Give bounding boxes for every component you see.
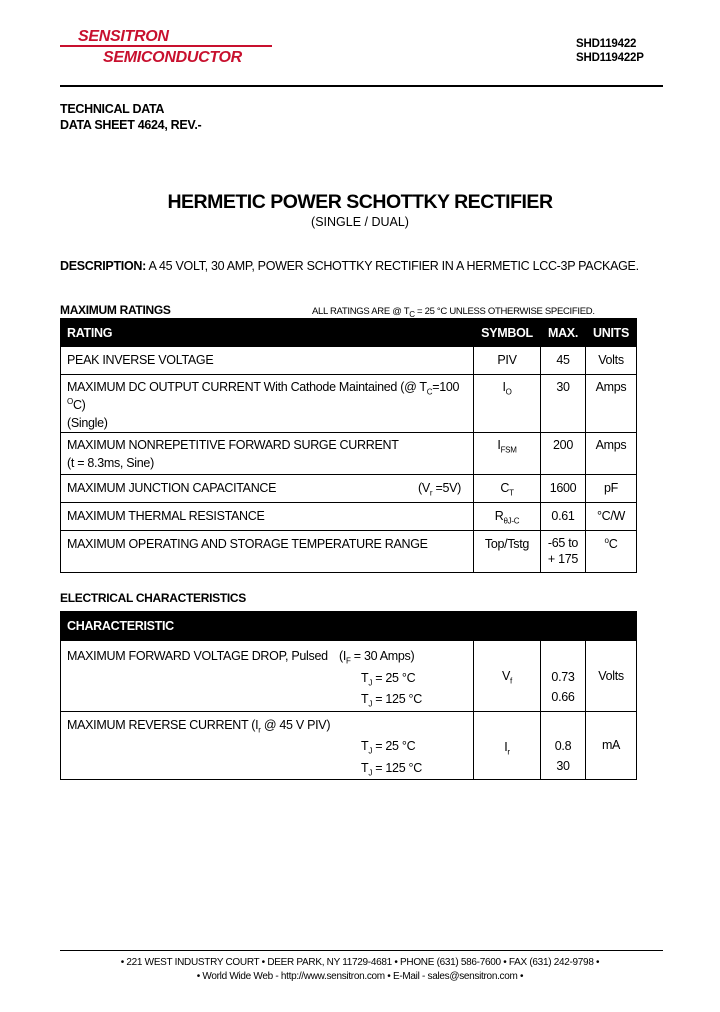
description bbox=[60, 259, 639, 273]
description-text: A 45 VOLT, 30 AMP, POWER SCHOTTKY RECTIFIER IN A HERMETIC LCC-3P PACKAGE. bbox=[146, 259, 639, 273]
logo-semiconductor: SEMICONDUCTOR bbox=[103, 49, 242, 66]
footer-divider bbox=[60, 950, 663, 951]
max-cell: 1600 bbox=[541, 475, 586, 503]
symbol-main: I bbox=[504, 739, 508, 754]
max-cell: 45 bbox=[541, 347, 586, 375]
rating-text: MAXIMUM THERMAL RESISTANCE bbox=[67, 509, 265, 523]
cond-pre: (V bbox=[417, 481, 430, 495]
data-sheet-label: DATA SHEET 4624, REV.- bbox=[60, 118, 202, 132]
symbol-cell bbox=[474, 641, 541, 712]
table-header-row bbox=[61, 319, 637, 347]
temp-pre: T bbox=[361, 739, 369, 753]
symbol-cell bbox=[474, 433, 541, 475]
symbol-main: I bbox=[497, 438, 501, 452]
temp-pre: T bbox=[361, 670, 369, 685]
units-cell: Amps bbox=[586, 433, 637, 475]
symbol-cell bbox=[474, 475, 541, 503]
rating-line2: (Single) bbox=[67, 416, 108, 430]
max-ratings-note bbox=[312, 306, 595, 317]
logo-sensitron: SENSITRON bbox=[78, 28, 169, 45]
label-sub: r bbox=[258, 725, 261, 734]
temp-post: = 25 °C bbox=[372, 739, 416, 753]
symbol-cell bbox=[474, 711, 541, 780]
symbol-cell: PIV bbox=[474, 347, 541, 375]
part-number-2: SHD119422P bbox=[576, 52, 644, 64]
temp-sub: J bbox=[368, 699, 373, 709]
technical-data-label: TECHNICAL DATA bbox=[60, 102, 165, 116]
temp-post: = 125 °C bbox=[372, 760, 422, 775]
symbol-sub: f bbox=[510, 676, 512, 686]
units-cell: Amps bbox=[586, 375, 637, 433]
characteristic-cell bbox=[61, 711, 474, 780]
symbol-sub: r bbox=[507, 747, 510, 756]
note-post: = 25 °C UNLESS OTHERWISE SPECIFIED. bbox=[414, 306, 595, 317]
rating-text: MAXIMUM DC OUTPUT CURRENT With Cathode Maintained (@ T bbox=[67, 380, 427, 394]
temp-sub: J bbox=[368, 768, 373, 777]
note-pre: ALL RATINGS ARE @ T bbox=[312, 306, 410, 317]
temp-cond-1 bbox=[361, 671, 415, 685]
units-post: C bbox=[608, 537, 618, 551]
footer-address: • 221 WEST INDUSTRY COURT • DEER PARK, NY 11729-4681 • PHONE (631) 586-7600 • FAX (631) 242-9798 • bbox=[120, 957, 600, 968]
table-row bbox=[61, 375, 637, 433]
symbol-sub: FSM bbox=[500, 445, 517, 455]
rating-cell bbox=[61, 503, 474, 531]
value-25c: 0.73 bbox=[551, 670, 575, 684]
part-number-1: SHD119422 bbox=[576, 38, 637, 50]
rating-post: C) bbox=[72, 398, 86, 412]
symbol-main: R bbox=[494, 509, 504, 523]
table-row bbox=[61, 503, 637, 531]
header-characteristic: CHARACTERISTIC bbox=[61, 612, 637, 641]
table-row bbox=[61, 347, 637, 375]
value-125c: 0.66 bbox=[551, 690, 575, 704]
max-line1: -65 to bbox=[547, 536, 579, 550]
symbol-cell bbox=[474, 375, 541, 433]
symbol-main: I bbox=[502, 380, 506, 394]
rating-cell bbox=[61, 475, 474, 503]
temp-post: = 25 °C bbox=[372, 670, 416, 685]
value-25c: 0.8 bbox=[554, 738, 572, 753]
temp-pre: T bbox=[361, 760, 369, 775]
header-max: MAX. bbox=[541, 319, 586, 347]
temp-cond-2 bbox=[361, 692, 422, 709]
rating-cell bbox=[61, 433, 474, 475]
temp-sub: J bbox=[368, 678, 373, 687]
units-cell: Volts bbox=[586, 347, 637, 375]
electrical-title: ELECTRICAL CHARACTERISTICS bbox=[60, 591, 246, 605]
cond-sub: r bbox=[429, 488, 433, 498]
rating-sub: C bbox=[426, 387, 433, 397]
description-label: DESCRIPTION: bbox=[60, 259, 146, 273]
header-symbol: SYMBOL bbox=[474, 319, 541, 347]
rating-cell bbox=[61, 375, 474, 433]
rating-text: MAXIMUM OPERATING AND STORAGE TEMPERATURE RANGE bbox=[67, 537, 428, 551]
units-cell: mA bbox=[586, 711, 637, 780]
value-125c: 30 bbox=[556, 758, 570, 773]
value-cell bbox=[541, 711, 586, 780]
rating-text: MAXIMUM NONREPETITIVE FORWARD SURGE CURRENT bbox=[67, 438, 399, 452]
temp-cond-2 bbox=[361, 761, 422, 775]
rating-condition bbox=[418, 479, 461, 497]
max-ratings-title: MAXIMUM RATINGS bbox=[60, 303, 171, 317]
temp-post: = 125 °C bbox=[372, 692, 422, 706]
units-cell: Volts bbox=[586, 641, 637, 712]
table-row bbox=[61, 433, 637, 475]
max-cell bbox=[541, 531, 586, 573]
cond-sub: F bbox=[346, 656, 351, 666]
footer-contact: • World Wide Web - http://www.sensitron.com • E-Mail - sales@sensitron.com • bbox=[196, 971, 524, 982]
rating-cell bbox=[61, 531, 474, 573]
units-sup: o bbox=[604, 535, 609, 545]
temp-pre: T bbox=[361, 692, 369, 706]
rating-text: MAXIMUM JUNCTION CAPACITANCE bbox=[67, 481, 277, 495]
characteristic-cell bbox=[61, 641, 474, 712]
characteristic-condition bbox=[338, 649, 415, 666]
cond-pre: (I bbox=[338, 649, 347, 663]
cond-post: = 30 Amps) bbox=[350, 649, 415, 663]
page-subtitle: (SINGLE / DUAL) bbox=[311, 215, 409, 229]
header-rating: RATING bbox=[61, 319, 474, 347]
units-cell: pF bbox=[586, 475, 637, 503]
units-cell: °C/W bbox=[586, 503, 637, 531]
max-cell: 30 bbox=[541, 375, 586, 433]
header-units: UNITS bbox=[586, 319, 637, 347]
max-ratings-table bbox=[60, 318, 637, 573]
rating-mid: =100 bbox=[432, 380, 460, 394]
characteristic-label: MAXIMUM FORWARD VOLTAGE DROP, Pulsed bbox=[67, 649, 328, 663]
symbol-cell bbox=[474, 503, 541, 531]
symbol-cell: Top/Tstg bbox=[474, 531, 541, 573]
electrical-header-row bbox=[61, 612, 637, 641]
symbol-main: V bbox=[502, 669, 511, 683]
symbol-sub: O bbox=[505, 387, 512, 397]
rating-sup: O bbox=[67, 396, 73, 406]
rating-line2: (t = 8.3ms, Sine) bbox=[67, 456, 154, 470]
rating-cell bbox=[61, 347, 474, 375]
rating-text: PEAK INVERSE VOLTAGE bbox=[67, 353, 214, 367]
label-post: @ 45 V PIV) bbox=[260, 717, 331, 732]
temp-cond-1 bbox=[361, 739, 416, 756]
temp-sub: J bbox=[368, 746, 373, 756]
cond-post: =5V) bbox=[432, 481, 461, 495]
note-sub: C bbox=[409, 309, 415, 319]
table-row bbox=[61, 475, 637, 503]
table-row bbox=[61, 531, 637, 573]
characteristic-label: MAXIMUM REVERSE CURRENT (I bbox=[67, 717, 259, 732]
page-title: HERMETIC POWER SCHOTTKY RECTIFIER bbox=[167, 191, 553, 213]
header-divider bbox=[60, 85, 663, 87]
table-row bbox=[61, 711, 637, 780]
symbol-sub: θJ-C bbox=[503, 516, 520, 526]
electrical-table bbox=[60, 611, 637, 780]
max-cell: 200 bbox=[541, 433, 586, 475]
table-row bbox=[61, 641, 637, 712]
max-cell: 0.61 bbox=[541, 503, 586, 531]
value-cell bbox=[541, 641, 586, 712]
units-cell bbox=[586, 531, 637, 573]
symbol-sub: T bbox=[509, 488, 514, 498]
max-line2: + 175 bbox=[547, 552, 579, 566]
symbol-main: C bbox=[500, 481, 510, 495]
